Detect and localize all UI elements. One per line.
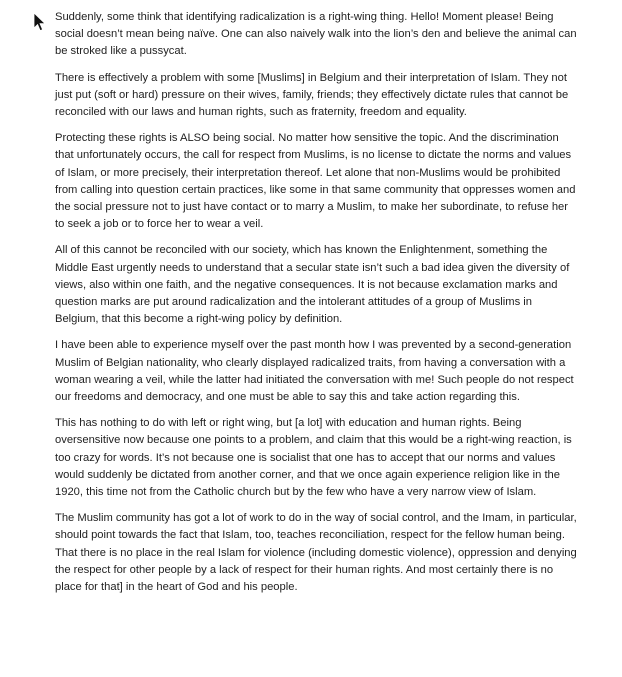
paragraph-1: Suddenly, some think that identifying radicalization is a right-wing thing. Hello! Moment please! Being social doesn’t mean being naïve. One can also naively walk into the lion’s den and believe the animal can be stroked like a pussycat. [55,11,577,58]
paragraph-4: All of this cannot be reconciled with our society, which has known the Enlightenment, something the Middle East urgently needs to understand that a secular state isn’t such a bad idea given the diversity of views, also within one faith, and the negative consequences. It is not because exclamation marks and question marks are put around radicalization and the intolerant attitudes of a group of Muslims in Belgium, that this become a right-wing policy by definition. [55,244,570,326]
paragraph-6: This has nothing to do with left or right wing, but [a lot] with education and human rights. Being oversensitive now because one points to a problem, and claim that this would be a right-wing reaction, is too crazy for words. It’s not because one is socialist that one has to accept that our norms and values would suddenly be dictated from another corner, and that we once again experience religion like in the 1920, this time not from the Catholic church but by the few who have a very narrow view of Islam. [55,417,572,499]
article-body [55,9,577,605]
paragraph-3: Protecting these rights is ALSO being social. No matter how sensitive the topic. And the discrimination that unfortunately occurs, the call for respect from Muslims, is no license to dictate the norms and values of Islam, or more precisely, their interpretation thereof. Let alone that non-Muslims would be prohibited from calling into question certain practices, like some in that same community that oppresses women and the social pressure not to just have contact or to marry a Muslim, to make her subordinate, to refuse her to seek a job or to force her to wear a veil. [55,132,576,231]
mouse-pointer-icon [33,12,47,32]
paragraph-2: There is effectively a problem with some [Muslims] in Belgium and their interpretation of Islam. They not just put (soft or hard) pressure on their wives, family, friends; they effectively dictate rules that cannot be reconciled with our laws and human rights, such as fraternity, freedom and equality. [55,71,569,119]
paragraph-7: The Muslim community has got a lot of work to do in the way of social control, and the Imam, in particular, should point towards the fact that Islam, too, teaches reconciliation, respect for the fellow human being. That there is no place in the real Islam for violence (including domestic violence), oppression and denying the respect for other people by a lack of respect for their human rights. And most certainly there is no place for that] in the heart of God and his people. [55,512,577,594]
paragraph-5: I have been able to experience myself over the past month how I was prevented by a second-generation Muslim of Belgian nationality, who clearly displayed radicalized traits, from having a conversation with a woman wearing a veil, while the latter had initiated the conversation with me! Such people do not respect our freedoms and democracy, and one must be able to say this and take action regarding this. [55,339,574,404]
